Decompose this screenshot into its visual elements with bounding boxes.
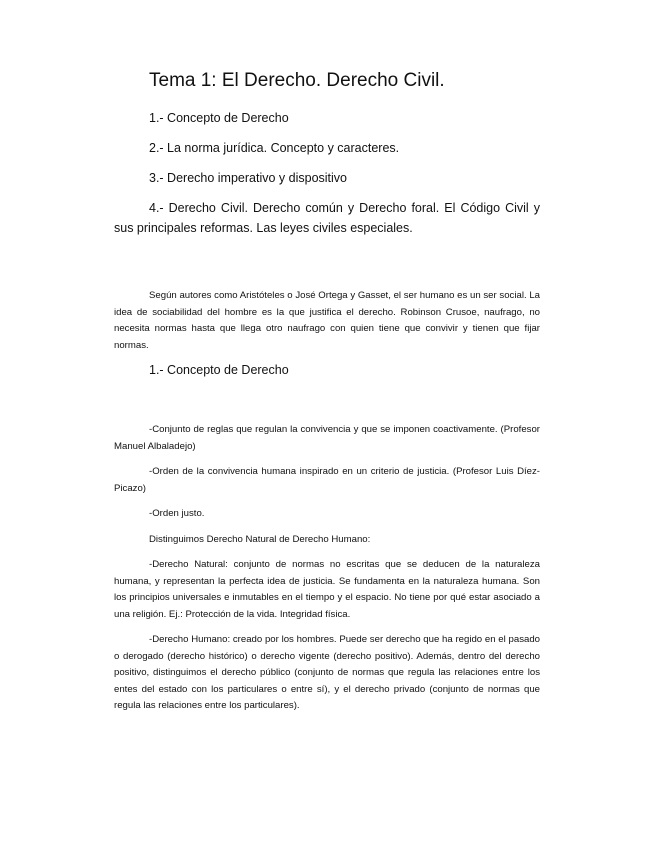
derecho-humano-paragraph: -Derecho Humano: creado por los hombres. Puede ser derecho que ha regido en el pasado o derogado (derecho histórico) o derecho vigente (derecho positivo). Además, dentro del derecho positivo, distinguimos el derecho público (conjunto de normas que regula las relaciones entre los entes del estado con los particulares o entre sí), y el derecho privado (conjunto de normas que regula las relaciones entre los particulares). — [114, 634, 540, 711]
intro-paragraph: Según autores como Aristóteles o José Ortega y Gasset, el ser humano es un ser social. La idea de sociabilidad del hombre es la que justifica el derecho. Robinson Crusoe, naufrago, no necesita normas hasta que llega otro naufrago con quien tiene que convivir y tienen que fijar normas. — [114, 290, 540, 351]
document-content — [114, 70, 540, 724]
derecho-natural-paragraph: -Derecho Natural: conjunto de normas no escritas que se deducen de la naturaleza humana, y representan la perfecta idea de justicia. Se fundamenta en la naturaleza humana. Son los principios universales e inmutables en el tiempo y el espacio. No tiene por qué estar asociado a una religión. Ej.: Protección de la vida. Integridad física. — [114, 559, 540, 620]
toc-item-4: 4.- Derecho Civil. Derecho común y Derecho foral. El Código Civil y sus principales reformas. Las leyes civiles especiales. — [114, 201, 540, 235]
definition-diez-picazo: -Orden de la convivencia humana inspirado en un criterio de justicia. (Profesor Luis Díez-Picazo) — [114, 466, 540, 494]
definition-orden-justo: -Orden justo. — [149, 508, 205, 519]
toc-item-3: 3.- Derecho imperativo y dispositivo — [149, 171, 347, 185]
toc-item-1: 1.- Concepto de Derecho — [149, 111, 289, 125]
distinction-intro: Distinguimos Derecho Natural de Derecho Humano: — [149, 533, 371, 545]
section-heading: 1.- Concepto de Derecho — [149, 363, 289, 377]
definition-albaladejo: -Conjunto de reglas que regulan la convivencia y que se imponen coactivamente. (Profesor Manuel Albaladejo) — [114, 424, 540, 452]
document-title: Tema 1: El Derecho. Derecho Civil. — [149, 70, 445, 91]
toc-item-2: 2.- La norma jurídica. Concepto y caracteres. — [149, 141, 400, 155]
